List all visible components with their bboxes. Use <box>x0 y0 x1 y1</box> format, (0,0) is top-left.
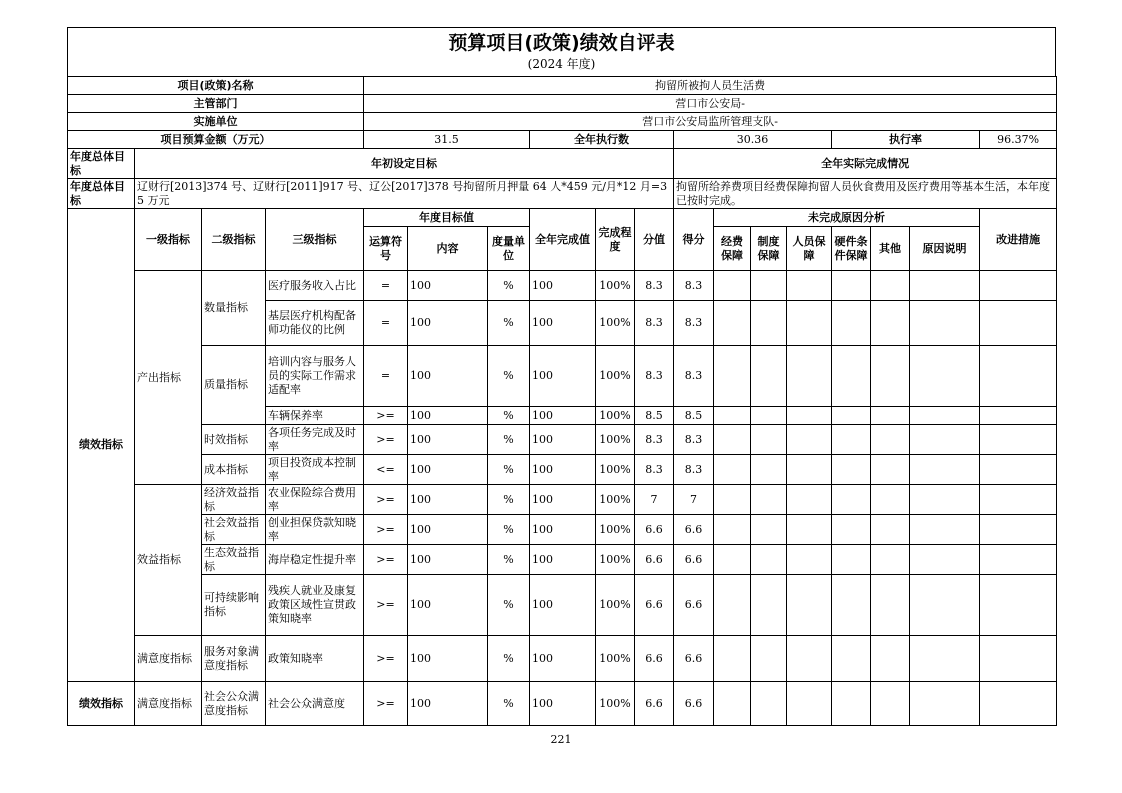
table-row <box>68 636 1057 682</box>
budget-value: 31.5 <box>364 131 530 149</box>
content: 100 <box>408 515 488 545</box>
unit: % <box>488 407 530 425</box>
group-satisfaction: 满意度指标 <box>135 636 202 682</box>
indicator-name: 医疗服务收入占比 <box>266 271 364 301</box>
empty-cell <box>714 271 751 301</box>
header-content: 内容 <box>408 227 488 271</box>
unit: % <box>488 301 530 346</box>
evaluation-table <box>67 76 1057 726</box>
budget-label: 项目预算金额（万元） <box>68 131 364 149</box>
empty-cell <box>832 407 871 425</box>
score-value: 6.6 <box>635 515 674 545</box>
empty-cell <box>832 485 871 515</box>
empty-cell <box>714 485 751 515</box>
completed: 100 <box>530 636 596 682</box>
empty-cell <box>714 455 751 485</box>
score: 8.5 <box>674 407 714 425</box>
empty-cell <box>787 575 832 636</box>
header-unit: 度量单位 <box>488 227 530 271</box>
header-row-1 <box>68 209 1057 227</box>
header-level3: 三级指标 <box>266 209 364 271</box>
score: 6.6 <box>674 515 714 545</box>
empty-cell <box>980 575 1057 636</box>
initial-goal-header: 年初设定目标 <box>135 149 674 179</box>
empty-cell <box>832 575 871 636</box>
empty-cell <box>787 425 832 455</box>
header-r-other: 其他 <box>871 227 910 271</box>
score-value: 6.6 <box>635 545 674 575</box>
operator: = <box>364 346 408 407</box>
degree: 100% <box>596 455 635 485</box>
degree: 100% <box>596 545 635 575</box>
score-value: 8.3 <box>635 301 674 346</box>
empty-cell <box>910 425 980 455</box>
content: 100 <box>408 301 488 346</box>
completed: 100 <box>530 425 596 455</box>
score: 8.3 <box>674 301 714 346</box>
content: 100 <box>408 271 488 301</box>
empty-cell <box>980 346 1057 407</box>
section-label: 绩效指标 <box>68 209 135 682</box>
empty-cell <box>871 515 910 545</box>
evaluation-sheet <box>67 27 1056 726</box>
operator: >= <box>364 407 408 425</box>
table-row <box>68 575 1057 636</box>
empty-cell <box>832 636 871 682</box>
unit-value: 营口市公安局监所管理支队- <box>364 113 1057 131</box>
indicator-name: 车辆保养率 <box>266 407 364 425</box>
degree: 100% <box>596 301 635 346</box>
empty-cell <box>910 407 980 425</box>
header-score-value: 分值 <box>635 209 674 271</box>
completed: 100 <box>530 545 596 575</box>
empty-cell <box>751 346 787 407</box>
group-service-satisfaction: 服务对象满意度指标 <box>202 636 266 682</box>
score-value: 8.3 <box>635 425 674 455</box>
empty-cell <box>751 575 787 636</box>
empty-cell <box>871 346 910 407</box>
completed: 100 <box>530 301 596 346</box>
indicator-name: 项目投资成本控制率 <box>266 455 364 485</box>
content: 100 <box>408 636 488 682</box>
empty-cell <box>787 545 832 575</box>
empty-cell <box>751 425 787 455</box>
header-r-hardware: 硬件条件保障 <box>832 227 871 271</box>
info-row-project <box>68 77 1057 95</box>
unit: % <box>488 455 530 485</box>
indicator-name: 基层医疗机构配备师功能仪的比例 <box>266 301 364 346</box>
operator: >= <box>364 485 408 515</box>
content: 100 <box>408 485 488 515</box>
table-row <box>68 545 1057 575</box>
empty-cell <box>871 407 910 425</box>
unit: % <box>488 575 530 636</box>
score: 6.6 <box>674 575 714 636</box>
info-row-budget <box>68 131 1057 149</box>
indicator-name: 各项任务完成及时率 <box>266 425 364 455</box>
empty-cell <box>980 636 1057 682</box>
empty-cell <box>871 425 910 455</box>
unit: % <box>488 485 530 515</box>
degree: 100% <box>596 636 635 682</box>
empty-cell <box>871 545 910 575</box>
empty-cell <box>871 682 910 726</box>
project-name-label: 项目(政策)名称 <box>68 77 364 95</box>
header-r-system: 制度保障 <box>751 227 787 271</box>
score: 6.6 <box>674 636 714 682</box>
empty-cell <box>751 485 787 515</box>
page-subtitle: (2024 年度) <box>527 57 596 71</box>
empty-cell <box>910 515 980 545</box>
empty-cell <box>910 485 980 515</box>
completed: 100 <box>530 407 596 425</box>
empty-cell <box>751 301 787 346</box>
header-level2: 二级指标 <box>202 209 266 271</box>
exec-value: 30.36 <box>674 131 832 149</box>
empty-cell <box>871 271 910 301</box>
content: 100 <box>408 575 488 636</box>
empty-cell <box>714 407 751 425</box>
group-output: 产出指标 <box>135 271 202 485</box>
info-row-unit <box>68 113 1057 131</box>
table-row <box>68 271 1057 301</box>
degree: 100% <box>596 407 635 425</box>
empty-cell <box>787 455 832 485</box>
table-row <box>68 682 1057 726</box>
empty-cell <box>832 515 871 545</box>
initial-goal-text: 辽财行[2013]374 号、辽财行[2011]917 号、辽公[2017]378 号拘留所月押量 64 人*459 元/月*12 月=35 万元 <box>135 179 674 209</box>
empty-cell <box>910 271 980 301</box>
score-value: 8.3 <box>635 271 674 301</box>
header-target-group: 年度目标值 <box>364 209 530 227</box>
completed: 100 <box>530 346 596 407</box>
overall-goal-label: 年度总体目标 <box>68 149 135 179</box>
unit: % <box>488 515 530 545</box>
group-sustainable: 可持续影响指标 <box>202 575 266 636</box>
indicator-name: 创业担保贷款知晓率 <box>266 515 364 545</box>
empty-cell <box>787 301 832 346</box>
completed: 100 <box>530 575 596 636</box>
indicator-name: 农业保险综合费用率 <box>266 485 364 515</box>
empty-cell <box>910 455 980 485</box>
group-social: 社会效益指标 <box>202 515 266 545</box>
empty-cell <box>832 455 871 485</box>
header-degree: 完成程度 <box>596 209 635 271</box>
empty-cell <box>751 682 787 726</box>
empty-cell <box>787 485 832 515</box>
operator: >= <box>364 575 408 636</box>
score: 8.3 <box>674 455 714 485</box>
empty-cell <box>980 682 1057 726</box>
header-r-funding: 经费保障 <box>714 227 751 271</box>
empty-cell <box>787 407 832 425</box>
score: 7 <box>674 485 714 515</box>
score-value: 8.3 <box>635 455 674 485</box>
empty-cell <box>980 485 1057 515</box>
content: 100 <box>408 425 488 455</box>
operator: <= <box>364 455 408 485</box>
empty-cell <box>910 301 980 346</box>
empty-cell <box>751 515 787 545</box>
empty-cell <box>871 485 910 515</box>
empty-cell <box>871 301 910 346</box>
page-title: 预算项目(政策)绩效自评表 <box>448 32 675 54</box>
degree: 100% <box>596 425 635 455</box>
empty-cell <box>714 545 751 575</box>
unit: % <box>488 271 530 301</box>
score: 8.3 <box>674 271 714 301</box>
empty-cell <box>980 545 1057 575</box>
header-level1: 一级指标 <box>135 209 202 271</box>
content: 100 <box>408 545 488 575</box>
empty-cell <box>832 425 871 455</box>
header-reason-group: 未完成原因分析 <box>714 209 980 227</box>
table-row <box>68 485 1057 515</box>
completed: 100 <box>530 485 596 515</box>
goals-header-row <box>68 149 1057 179</box>
rate-value: 96.37% <box>980 131 1057 149</box>
content: 100 <box>408 407 488 425</box>
degree: 100% <box>596 485 635 515</box>
empty-cell <box>871 636 910 682</box>
overall-goal-label-2: 年度总体目标 <box>68 179 135 209</box>
rate-label: 执行率 <box>832 131 980 149</box>
project-name: 拘留所被拘人员生活费 <box>364 77 1057 95</box>
empty-cell <box>751 407 787 425</box>
score: 8.3 <box>674 425 714 455</box>
empty-cell <box>787 636 832 682</box>
unit: % <box>488 636 530 682</box>
group-timeliness: 时效指标 <box>202 425 266 455</box>
empty-cell <box>910 575 980 636</box>
indicator-name: 政策知晓率 <box>266 636 364 682</box>
empty-cell <box>714 515 751 545</box>
header-improve: 改进措施 <box>980 209 1057 271</box>
content: 100 <box>408 455 488 485</box>
empty-cell <box>910 346 980 407</box>
section-label-2: 绩效指标 <box>68 682 135 726</box>
empty-cell <box>980 515 1057 545</box>
empty-cell <box>751 455 787 485</box>
content: 100 <box>408 682 488 726</box>
empty-cell <box>714 425 751 455</box>
empty-cell <box>714 301 751 346</box>
score-value: 6.6 <box>635 636 674 682</box>
completed: 100 <box>530 515 596 545</box>
group-quantity: 数量指标 <box>202 271 266 346</box>
degree: 100% <box>596 515 635 545</box>
empty-cell <box>751 636 787 682</box>
header-completed: 全年完成值 <box>530 209 596 271</box>
empty-cell <box>832 545 871 575</box>
empty-cell <box>832 346 871 407</box>
title-box <box>67 27 1056 76</box>
empty-cell <box>980 407 1057 425</box>
group-public-satisfaction: 社会公众满意度指标 <box>202 682 266 726</box>
unit-label: 实施单位 <box>68 113 364 131</box>
degree: 100% <box>596 575 635 636</box>
group-cost: 成本指标 <box>202 455 266 485</box>
empty-cell <box>832 301 871 346</box>
exec-label: 全年执行数 <box>530 131 674 149</box>
operator: = <box>364 271 408 301</box>
empty-cell <box>787 346 832 407</box>
table-row <box>68 515 1057 545</box>
completed: 100 <box>530 455 596 485</box>
score-value: 6.6 <box>635 682 674 726</box>
group-economic: 经济效益指标 <box>202 485 266 515</box>
empty-cell <box>787 682 832 726</box>
unit: % <box>488 545 530 575</box>
score-value: 8.3 <box>635 346 674 407</box>
degree: 100% <box>596 682 635 726</box>
group-satisfaction-2: 满意度指标 <box>135 682 202 726</box>
degree: 100% <box>596 271 635 301</box>
content: 100 <box>408 346 488 407</box>
group-quality: 质量指标 <box>202 346 266 425</box>
goals-text-row <box>68 179 1057 209</box>
indicator-name: 残疾人就业及康复政策区域性宣贯政策知晓率 <box>266 575 364 636</box>
score-value: 6.6 <box>635 575 674 636</box>
score: 8.3 <box>674 346 714 407</box>
unit: % <box>488 682 530 726</box>
degree: 100% <box>596 346 635 407</box>
completed: 100 <box>530 682 596 726</box>
operator: >= <box>364 682 408 726</box>
authority-label: 主管部门 <box>68 95 364 113</box>
operator: >= <box>364 425 408 455</box>
authority-value: 营口市公安局- <box>364 95 1057 113</box>
unit: % <box>488 425 530 455</box>
page-number: 221 <box>550 733 572 746</box>
header-r-explain: 原因说明 <box>910 227 980 271</box>
completed: 100 <box>530 271 596 301</box>
empty-cell <box>714 682 751 726</box>
actual-goal-text: 拘留所给养费项目经费保障拘留人员伙食费用及医疗费用等基本生活，本年度已按时完成。 <box>674 179 1057 209</box>
operator: = <box>364 301 408 346</box>
empty-cell <box>714 575 751 636</box>
unit: % <box>488 346 530 407</box>
score: 6.6 <box>674 682 714 726</box>
actual-goal-header: 全年实际完成情况 <box>674 149 1057 179</box>
empty-cell <box>871 455 910 485</box>
table-row <box>68 346 1057 407</box>
group-benefit: 效益指标 <box>135 485 202 636</box>
empty-cell <box>714 636 751 682</box>
operator: >= <box>364 515 408 545</box>
table-row <box>68 455 1057 485</box>
score: 6.6 <box>674 545 714 575</box>
group-ecological: 生态效益指标 <box>202 545 266 575</box>
empty-cell <box>980 455 1057 485</box>
header-operator: 运算符号 <box>364 227 408 271</box>
empty-cell <box>787 515 832 545</box>
header-r-staff: 人员保障 <box>787 227 832 271</box>
operator: >= <box>364 545 408 575</box>
empty-cell <box>910 545 980 575</box>
empty-cell <box>910 682 980 726</box>
empty-cell <box>910 636 980 682</box>
empty-cell <box>751 271 787 301</box>
empty-cell <box>751 545 787 575</box>
empty-cell <box>714 346 751 407</box>
score-value: 7 <box>635 485 674 515</box>
score-value: 8.5 <box>635 407 674 425</box>
indicator-name: 社会公众满意度 <box>266 682 364 726</box>
empty-cell <box>980 301 1057 346</box>
indicator-name: 培训内容与服务人员的实际工作需求适配率 <box>266 346 364 407</box>
table-row <box>68 425 1057 455</box>
empty-cell <box>832 271 871 301</box>
header-score: 得分 <box>674 209 714 271</box>
info-row-authority <box>68 95 1057 113</box>
empty-cell <box>787 271 832 301</box>
empty-cell <box>832 682 871 726</box>
indicator-name: 海岸稳定性提升率 <box>266 545 364 575</box>
empty-cell <box>871 575 910 636</box>
operator: >= <box>364 636 408 682</box>
empty-cell <box>980 271 1057 301</box>
empty-cell <box>980 425 1057 455</box>
